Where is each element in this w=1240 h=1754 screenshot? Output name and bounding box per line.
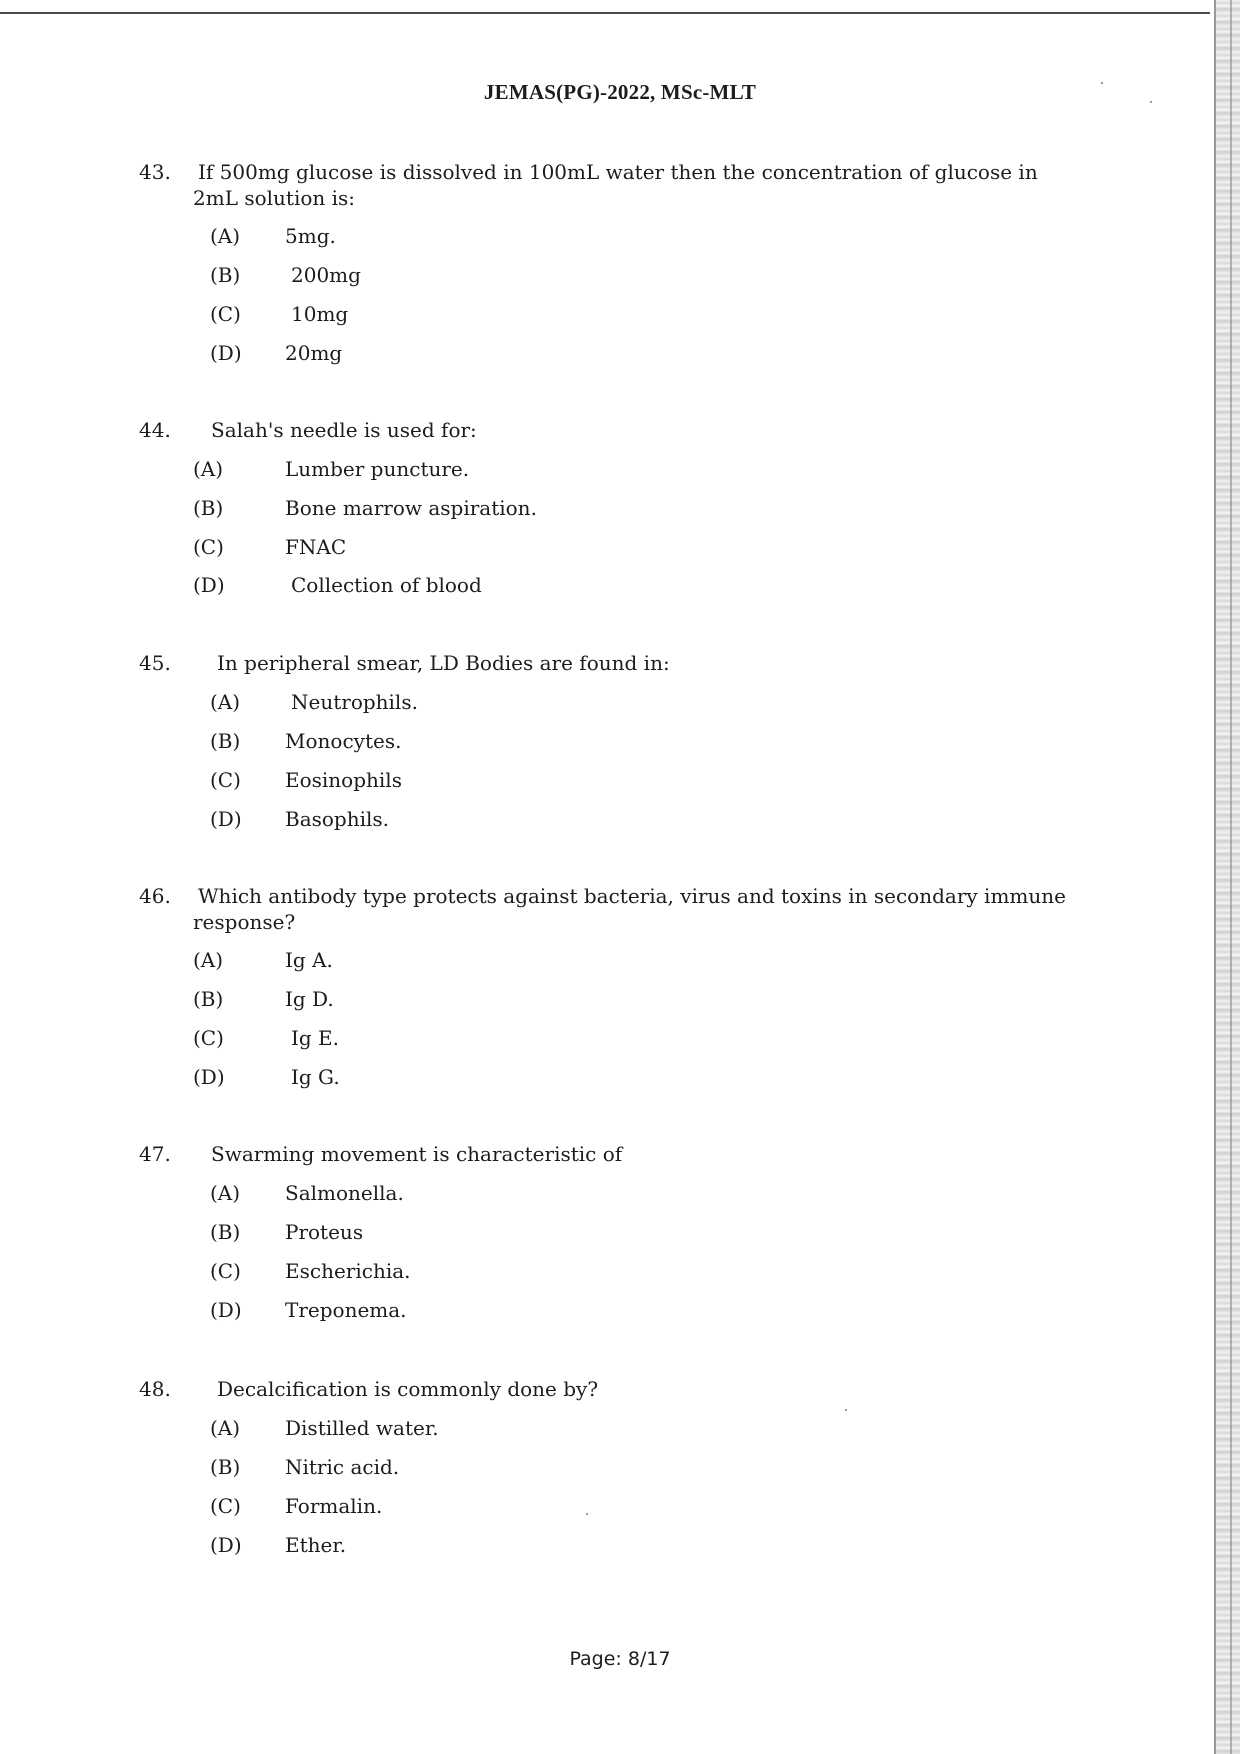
option-text: 5mg.	[285, 224, 336, 248]
option-row	[0, 1532, 1240, 1558]
scan-speck	[586, 1513, 588, 1515]
option-row	[0, 1025, 1240, 1051]
scan-speck	[1150, 101, 1152, 103]
option-row	[0, 1415, 1240, 1441]
option-text: Ether.	[285, 1533, 347, 1557]
exam-header: JEMAS(PG)-2022, MSc-MLT	[483, 80, 757, 104]
option-row	[0, 1493, 1240, 1519]
question-text: In peripheral smear, LD Bodies are found in:	[217, 651, 670, 675]
option-row	[0, 947, 1240, 973]
option-row	[0, 534, 1240, 560]
option-letter: (D)	[193, 1065, 225, 1089]
option-row	[0, 340, 1240, 366]
option-letter: (D)	[193, 573, 225, 597]
question-text: Which antibody type protects against bacteria, virus and toxins in secondary immune response?	[193, 884, 1066, 934]
question-number: 48.	[139, 1377, 171, 1401]
option-text: 200mg	[291, 263, 361, 287]
option-letter: (C)	[193, 535, 224, 559]
option-letter: (C)	[193, 1026, 224, 1050]
option-letter: (B)	[210, 263, 241, 287]
option-letter: (A)	[210, 224, 241, 248]
option-letter: (B)	[210, 1220, 241, 1244]
option-row	[0, 806, 1240, 832]
option-text: Basophils.	[285, 807, 390, 831]
option-row	[0, 986, 1240, 1012]
option-text: Formalin.	[285, 1494, 383, 1518]
question-number: 44.	[139, 418, 171, 442]
option-row	[0, 456, 1240, 482]
question-number: 45.	[139, 651, 171, 675]
option-letter: (A)	[193, 948, 224, 972]
option-row	[0, 689, 1240, 715]
scan-speck	[1101, 82, 1103, 84]
option-row	[0, 223, 1240, 249]
option-row	[0, 1258, 1240, 1284]
option-row	[0, 572, 1240, 598]
option-text: 20mg	[285, 341, 343, 365]
question-number: 47.	[139, 1142, 171, 1166]
option-row	[0, 728, 1240, 754]
option-row	[0, 1180, 1240, 1206]
option-letter: (A)	[210, 1181, 241, 1205]
option-letter: (D)	[210, 1298, 242, 1322]
option-row	[0, 1064, 1240, 1090]
option-letter: (C)	[210, 1259, 241, 1283]
option-letter: (D)	[210, 1533, 242, 1557]
option-letter: (C)	[210, 768, 241, 792]
option-text: Salmonella.	[285, 1181, 404, 1205]
question-text: Swarming movement is characteristic of	[211, 1142, 623, 1166]
option-text: Collection of blood	[291, 573, 482, 597]
option-text: Ig A.	[285, 948, 333, 972]
option-row	[0, 301, 1240, 327]
question-text: Decalcification is commonly done by?	[217, 1377, 599, 1401]
option-text: Treponema.	[285, 1298, 407, 1322]
option-text: Bone marrow aspiration.	[285, 496, 537, 520]
option-text: FNAC	[285, 535, 347, 559]
option-row	[0, 1297, 1240, 1323]
option-row	[0, 495, 1240, 521]
option-row	[0, 1454, 1240, 1480]
option-text: Escherichia.	[285, 1259, 411, 1283]
option-text: Ig D.	[285, 987, 334, 1011]
option-text: Eosinophils	[285, 768, 402, 792]
page-number: Page: 8/17	[569, 1648, 671, 1670]
option-text: Ig E.	[291, 1026, 340, 1050]
option-row	[0, 262, 1240, 288]
question-number: 43.	[139, 160, 171, 184]
option-text: Nitric acid.	[285, 1455, 400, 1479]
option-letter: (B)	[210, 729, 241, 753]
option-text: Proteus	[285, 1220, 364, 1244]
top-rule	[0, 12, 1210, 14]
option-row	[0, 1219, 1240, 1245]
option-text: 10mg	[291, 302, 349, 326]
question-text: If 500mg glucose is dissolved in 100mL water then the concentration of glucose in 2mL solution is:	[193, 160, 1038, 210]
option-letter: (C)	[210, 302, 241, 326]
option-letter: (D)	[210, 341, 242, 365]
option-text: Monocytes.	[285, 729, 402, 753]
option-letter: (B)	[210, 1455, 241, 1479]
option-text: Distilled water.	[285, 1416, 439, 1440]
option-text: Lumber puncture.	[285, 457, 470, 481]
option-letter: (A)	[193, 457, 224, 481]
question-number: 46.	[139, 884, 171, 908]
option-letter: (D)	[210, 807, 242, 831]
option-text: Neutrophils.	[291, 690, 418, 714]
option-letter: (B)	[193, 496, 224, 520]
scan-speck	[845, 1409, 847, 1411]
option-letter: (C)	[210, 1494, 241, 1518]
question-text: Salah's needle is used for:	[211, 418, 477, 442]
option-row	[0, 767, 1240, 793]
option-letter: (B)	[193, 987, 224, 1011]
option-letter: (A)	[210, 1416, 241, 1440]
option-text: Ig G.	[291, 1065, 340, 1089]
option-letter: (A)	[210, 690, 241, 714]
